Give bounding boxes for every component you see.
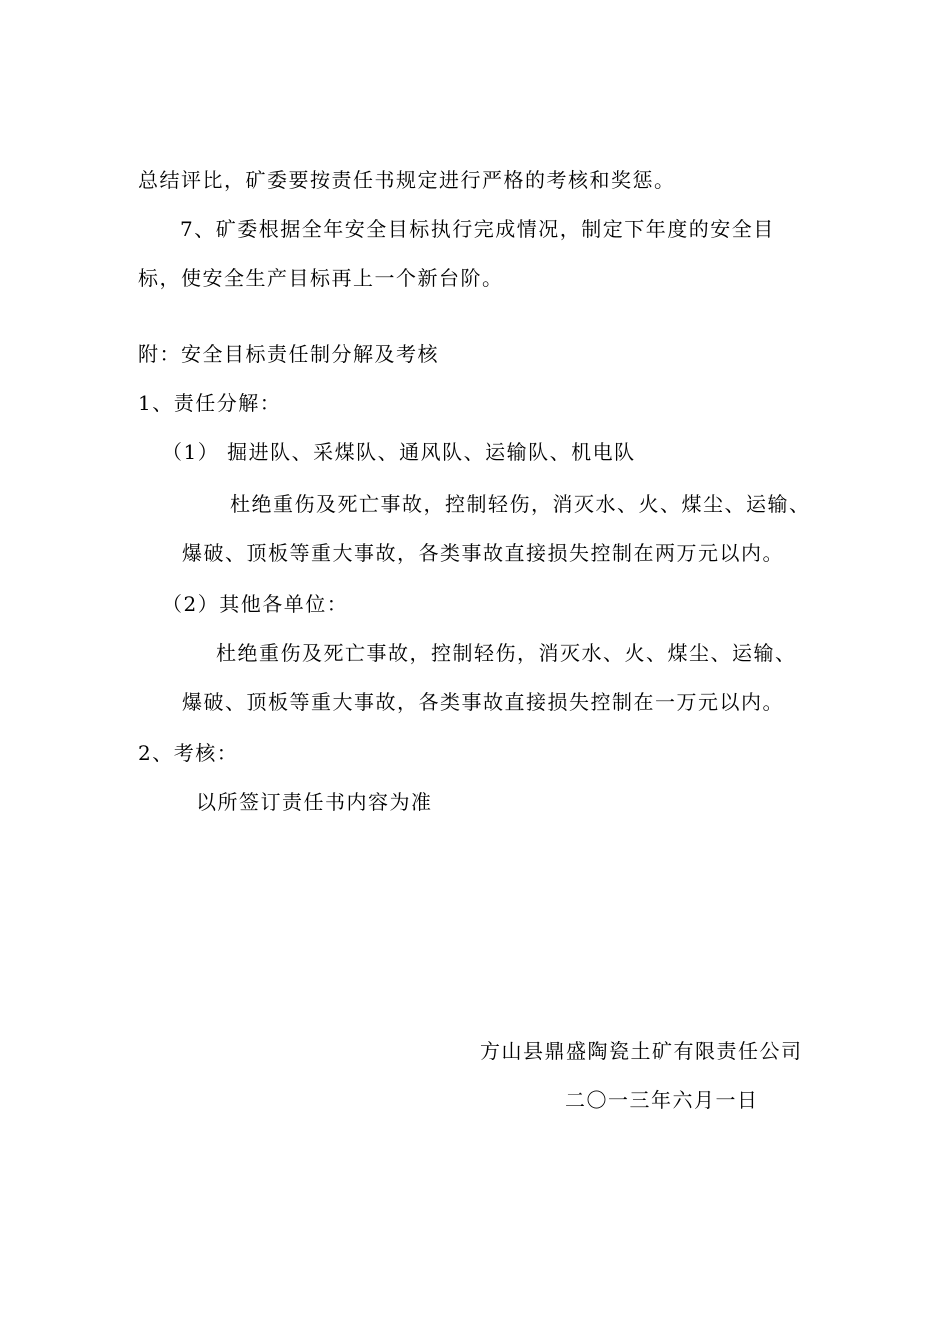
paragraph-7-line-2: 标，使安全生产目标再上一个新台阶。 <box>138 266 504 290</box>
item-2-body-line-2: 爆破、顶板等重大事故，各类事故直接损失控制在一万元以内。 <box>182 690 784 714</box>
item-1-body-line-2: 爆破、顶板等重大事故，各类事故直接损失控制在两万元以内。 <box>182 541 784 565</box>
section-2-heading: 2、考核： <box>138 741 239 765</box>
item-2-body-line-1: 杜绝重伤及死亡事故，控制轻伤，消灭水、火、煤尘、运输、 <box>216 641 797 665</box>
section-1-heading: 1、责任分解： <box>138 391 282 415</box>
item-1-heading: （1） 掘进队、采煤队、通风队、运输队、机电队 <box>162 440 636 464</box>
appendix-title: 附：安全目标责任制分解及考核 <box>138 342 439 366</box>
signature-date: 二〇一三年六月一日 <box>565 1088 759 1112</box>
item-1-body-line-1: 杜绝重伤及死亡事故，控制轻伤，消灭水、火、煤尘、运输、 <box>230 492 811 516</box>
item-2-heading: （2）其他各单位： <box>162 592 349 616</box>
section-2-body: 以所签订责任书内容为准 <box>196 790 433 814</box>
paragraph-7-line-1: 7、矿委根据全年安全目标执行完成情况，制定下年度的安全目 <box>180 217 775 241</box>
paragraph-6-tail: 总结评比，矿委要按责任书规定进行严格的考核和奖惩。 <box>138 168 676 192</box>
signature-company: 方山县鼎盛陶瓷土矿有限责任公司 <box>480 1039 803 1063</box>
